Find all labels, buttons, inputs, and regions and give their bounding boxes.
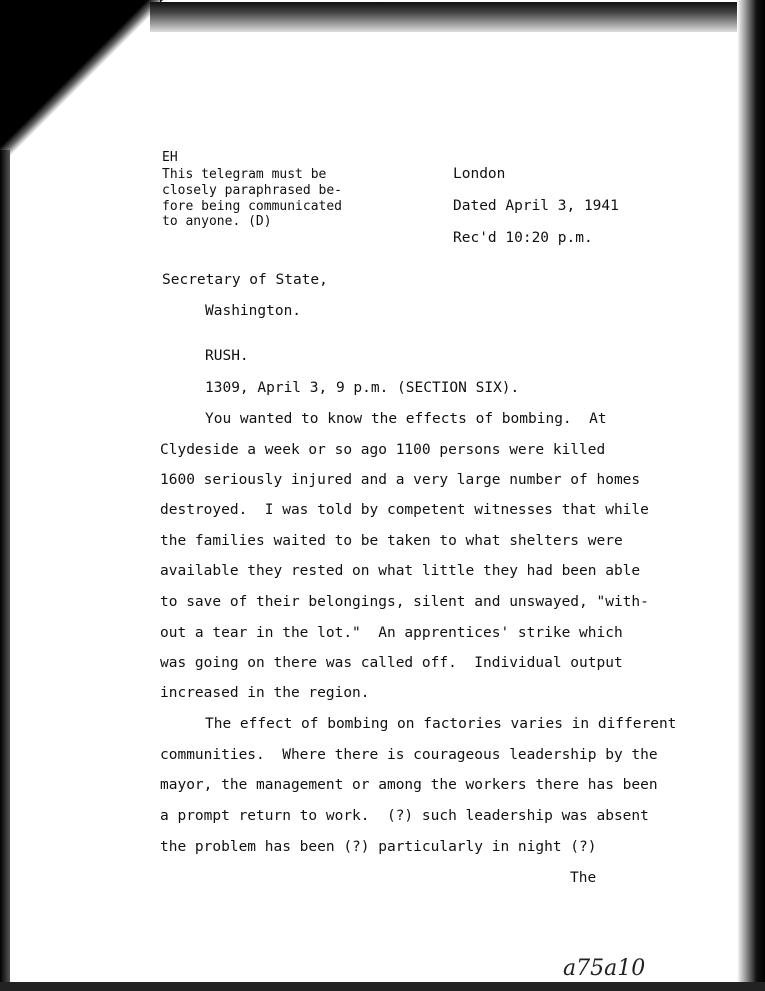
body-line: increased in the region. — [160, 685, 370, 701]
recipient: Secretary of State, — [162, 272, 328, 288]
right-edge-shadow — [737, 0, 765, 991]
notice-line: This telegram must be — [162, 167, 327, 182]
bottom-edge-shadow — [0, 982, 765, 991]
handwritten-file-number: a75a10 — [563, 956, 646, 981]
body-line: the problem has been (?) particularly in night (?) — [160, 839, 597, 855]
date-received: Rec'd 10:20 p.m. — [453, 230, 593, 246]
body-line: communities. Where there is courageous leadership by the — [160, 747, 658, 763]
body-line: You wanted to know the effects of bombing. At — [205, 411, 607, 427]
left-edge-shadow — [0, 150, 10, 991]
body-line: was going on there was called off. Individual output — [160, 655, 623, 671]
origin-city: London — [453, 166, 506, 182]
notice-line: closely paraphrased be- — [162, 183, 343, 198]
body-line: Clydeside a week or so ago 1100 persons were killed — [160, 442, 606, 458]
body-line: The effect of bombing on factories varies in different — [205, 716, 677, 732]
message-reference: 1309, April 3, 9 p.m. (SECTION SIX). — [205, 380, 520, 396]
folded-corner — [0, 0, 160, 160]
body-line: to save of their belongings, silent and unswayed, "with- — [160, 594, 649, 610]
body-line: 1600 seriously injured and a very large number of homes — [160, 472, 641, 488]
body-line: available they rested on what little they had been able — [160, 563, 641, 579]
body-line: a prompt return to work. (?) such leadership was absent — [160, 808, 649, 824]
body-line: the families waited to be taken to what shelters were — [160, 533, 623, 549]
catchword: The — [570, 870, 597, 886]
recipient-city: Washington. — [205, 303, 302, 319]
notice-line: to anyone. (D) — [162, 214, 272, 229]
body-line: mayor, the management or among the workers there has been — [160, 777, 658, 793]
priority-mark: RUSH. — [205, 348, 249, 364]
body-line: out a tear in the lot." An apprentices' strike which — [160, 625, 623, 641]
body-line: destroyed. I was told by competent witnesses that while — [160, 502, 649, 518]
notice-line: fore being communicated — [162, 199, 343, 214]
top-edge-shadow — [150, 2, 765, 32]
date-sent: Dated April 3, 1941 — [453, 198, 619, 214]
header-code: EH — [162, 150, 178, 165]
